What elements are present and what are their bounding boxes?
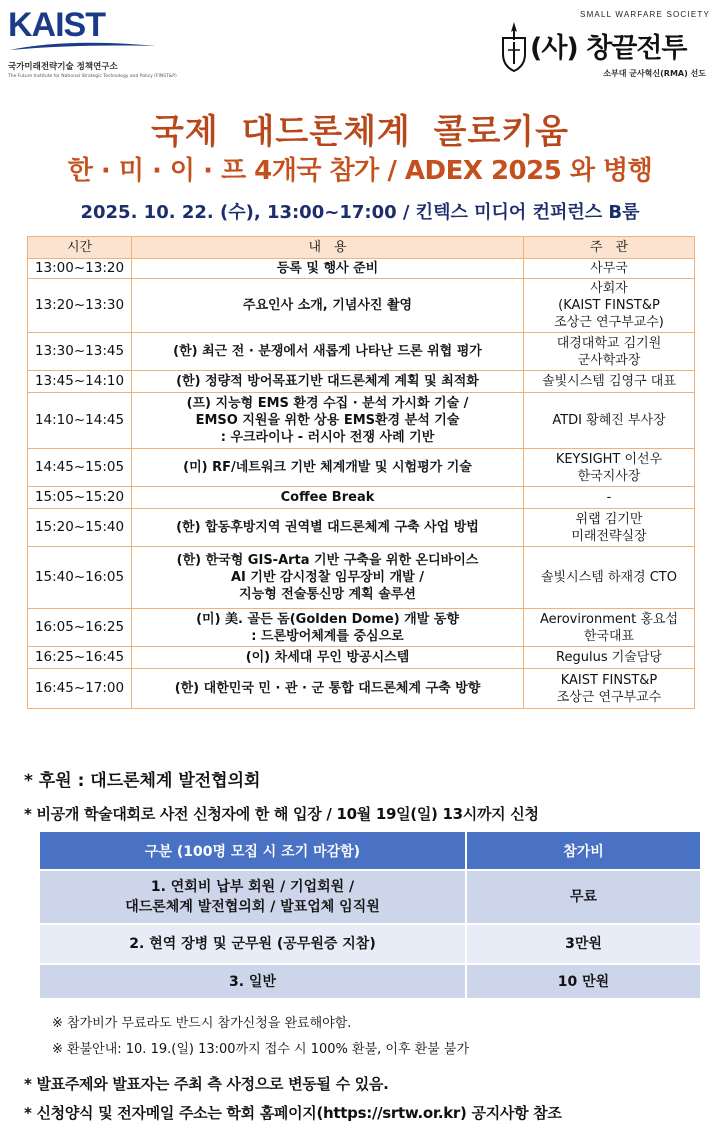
schedule-time: 14:45~15:05: [28, 449, 132, 487]
schedule-host: [524, 449, 695, 487]
schedule-row: [28, 509, 695, 547]
bottom-note-website: * 신청양식 및 전자메일 주소는 학회 홈페이지(https://srtw.or.kr) 공지사항 참조: [24, 1104, 562, 1122]
schedule-row: [28, 669, 695, 709]
schedule-content: [132, 487, 524, 509]
schedule-time: 13:45~14:10: [28, 371, 132, 393]
schedule-content-line: (미) RF/네트워크 기반 체계개발 및 시험평가 기술: [183, 460, 472, 475]
society-name: (사) 창끝전투: [530, 33, 687, 64]
schedule-row: [28, 259, 695, 279]
header-content: 내 용: [132, 237, 524, 259]
header-host: 주 관: [524, 237, 695, 259]
schedule-host: [524, 609, 695, 647]
schedule-content-line: 주요인사 소개, 기념사진 촬영: [242, 298, 413, 313]
schedule-time: 16:25~16:45: [28, 647, 132, 669]
fee-category-line: 3. 일반: [229, 973, 276, 990]
schedule-time: 13:00~13:20: [28, 259, 132, 279]
schedule-time: 15:20~15:40: [28, 509, 132, 547]
schedule-host-line: KEYSIGHT 이선우: [555, 451, 663, 467]
schedule-content-line: (한) 합동후방지역 권역별 대드론체계 구축 사업 방법: [176, 520, 479, 535]
schedule-content: [132, 371, 524, 393]
schedule-content-line: : 우크라이나 - 러시아 전쟁 사례 기반: [220, 430, 435, 445]
bottom-note-change: * 발표주제와 발표자는 주최 측 사정으로 변동될 수 있음.: [24, 1075, 389, 1093]
schedule-content-line: (한) 정량적 방어목표기반 대드론체계 계획 및 최적화: [176, 374, 479, 389]
schedule-host-line: 사회자: [590, 281, 628, 296]
spear-shield-icon: [500, 22, 528, 72]
schedule-row: [28, 393, 695, 449]
schedule-content-line: (한) 한국형 GIS-Arta 기반 구축을 위한 온디바이스: [176, 553, 479, 568]
schedule-host: [524, 647, 695, 669]
fee-category-line: 대드론체계 발전협의회 / 발표업체 임직원: [125, 899, 380, 915]
kaist-logo: [8, 8, 178, 86]
society-logo: [500, 10, 710, 90]
fee-category: [40, 924, 466, 964]
schedule-host-line: -: [606, 490, 612, 505]
schedule-host-line: 위랩 김기만: [575, 511, 643, 527]
kaist-institute-en: The Future Institute for National Strategic Technology and Policy (FINST&P): [8, 74, 177, 79]
schedule-host-line: 대경대학교 김기원: [556, 335, 662, 351]
sponsor-note: * 후원 : 대드론체계 발전협의회: [24, 771, 261, 791]
page-subtitle: 한 · 미 · 이 · 프 4개국 참가 / ADEX 2025 와 병행: [67, 156, 653, 186]
schedule-row: [28, 547, 695, 609]
schedule-host: [524, 487, 695, 509]
schedule-time: 15:40~16:05: [28, 547, 132, 609]
schedule-host-line: KAIST FINST&P: [560, 672, 658, 688]
schedule-content-line: 등록 및 행사 준비: [276, 261, 379, 276]
schedule-row: [28, 647, 695, 669]
schedule-time: 16:45~17:00: [28, 669, 132, 709]
fee-header-row: [40, 832, 700, 870]
schedule-body: [28, 259, 695, 709]
schedule-row: [28, 279, 695, 333]
fee-price: 3만원: [466, 924, 700, 964]
schedule-content-line: (미) 美. 골든 돔(Golden Dome) 개발 동향: [196, 611, 459, 627]
schedule-host: [524, 279, 695, 333]
schedule-row: [28, 487, 695, 509]
schedule-content: [132, 509, 524, 547]
schedule-host-line: Regulus 기술담당: [556, 650, 662, 665]
schedule-host: [524, 669, 695, 709]
schedule-row: [28, 371, 695, 393]
schedule-host-line: 미래전략실장: [571, 528, 647, 544]
fee-header-price: 참가비: [466, 832, 700, 870]
schedule-content: [132, 393, 524, 449]
fee-note-refund: ※ 환불안내: 10. 19.(일) 13:00까지 접수 시 100% 환불, 이후 환불 불가: [52, 1042, 470, 1057]
schedule-content: [132, 333, 524, 371]
schedule-time: 13:20~13:30: [28, 279, 132, 333]
schedule-host: [524, 393, 695, 449]
fee-category: [40, 964, 466, 998]
schedule-content-line: EMSO 지원을 위한 상용 EMS환경 분석 기술: [195, 413, 460, 428]
schedule-time: 13:30~13:45: [28, 333, 132, 371]
schedule-time: 14:10~14:45: [28, 393, 132, 449]
event-dateline: 2025. 10. 22. (수), 13:00~17:00 / 킨텍스 미디어 컨퍼런스 B룸: [80, 202, 640, 223]
schedule-row: [28, 609, 695, 647]
society-tagline: 소부대 군사혁신(RMA) 선도: [603, 69, 706, 78]
schedule-host-line: 솔빛시스템 하재경 CTO: [541, 570, 677, 585]
fee-row: [40, 964, 700, 998]
kaist-wordmark: KAIST: [8, 6, 105, 44]
kaist-institute-ko: 국가미래전략기술 정책연구소: [8, 62, 118, 72]
fee-category: [40, 870, 466, 924]
schedule-host-line: 솔빛시스템 김영구 대표: [542, 374, 676, 389]
society-name-en: SMALL WARFARE SOCIETY: [580, 10, 710, 19]
schedule-row: [28, 333, 695, 371]
schedule-host: [524, 259, 695, 279]
fee-price: 10 만원: [466, 964, 700, 998]
schedule-host-line: 조상근 연구부교수): [554, 315, 664, 330]
schedule-header-row: [28, 237, 695, 259]
schedule-host: [524, 547, 695, 609]
schedule-content-line: Coffee Break: [280, 490, 375, 505]
schedule-content: [132, 259, 524, 279]
schedule-host: [524, 333, 695, 371]
fee-category-line: 2. 현역 장병 및 군무원 (공무원증 지참): [129, 936, 376, 952]
schedule-host: [524, 509, 695, 547]
schedule-content-line: (한) 최근 전 · 분쟁에서 새롭게 나타난 드론 위협 평가: [173, 344, 482, 359]
schedule-content: [132, 547, 524, 609]
schedule-content: [132, 609, 524, 647]
fee-row: [40, 870, 700, 924]
schedule-host-line: 군사학과장: [577, 352, 641, 368]
schedule-content-line: (프) 지능형 EMS 환경 수집 · 분석 가시화 기술 /: [186, 396, 469, 411]
schedule-host-line: 사무국: [590, 261, 628, 276]
header-time: 시간: [28, 237, 132, 259]
schedule-content: [132, 647, 524, 669]
schedule-content-line: : 드론방어체계를 중심으로: [251, 628, 404, 644]
schedule-host-line: ATDI 황혜진 부사장: [552, 413, 666, 428]
fee-body: [40, 870, 700, 998]
fee-row: [40, 924, 700, 964]
page-title: 국제 대드론체계 콜로키움: [151, 112, 569, 152]
schedule-content: [132, 449, 524, 487]
fee-table: [40, 832, 700, 998]
fee-category-line: 1. 연회비 납부 회원 / 기업회원 /: [150, 879, 355, 895]
schedule-content-line: 지능형 전술통신망 계획 솔루션: [239, 587, 416, 602]
schedule-table: [27, 236, 695, 709]
fee-note-required: ※ 참가비가 무료라도 반드시 참가신청을 완료해야함.: [52, 1016, 352, 1031]
fee-header-category: 구분 (100명 모집 시 조기 마감함): [40, 832, 466, 870]
schedule-host-line: (KAIST FINST&P: [558, 298, 660, 313]
schedule-host-line: Aerovironment 홍요섭: [539, 611, 679, 627]
fee-price: 무료: [466, 870, 700, 924]
schedule-host: [524, 371, 695, 393]
schedule-time: 15:05~15:20: [28, 487, 132, 509]
schedule-host-line: 조상근 연구부교수: [556, 689, 662, 705]
schedule-row: [28, 449, 695, 487]
schedule-host-line: 한국대표: [583, 628, 635, 644]
schedule-content: [132, 669, 524, 709]
schedule-content-line: (이) 차세대 무인 방공시스템: [245, 650, 410, 665]
schedule-host-line: 한국지사장: [577, 468, 641, 484]
admission-note: * 비공개 학술대회로 사전 신청자에 한 해 입장 / 10월 19일(일) 13시까지 신청: [24, 805, 539, 823]
schedule-content-line: AI 기반 감시정찰 임무장비 개발 /: [231, 570, 424, 585]
schedule-time: 16:05~16:25: [28, 609, 132, 647]
schedule-content: [132, 279, 524, 333]
schedule-content-line: (한) 대한민국 민 · 관 · 군 통합 대드론체계 구축 방향: [174, 681, 481, 696]
